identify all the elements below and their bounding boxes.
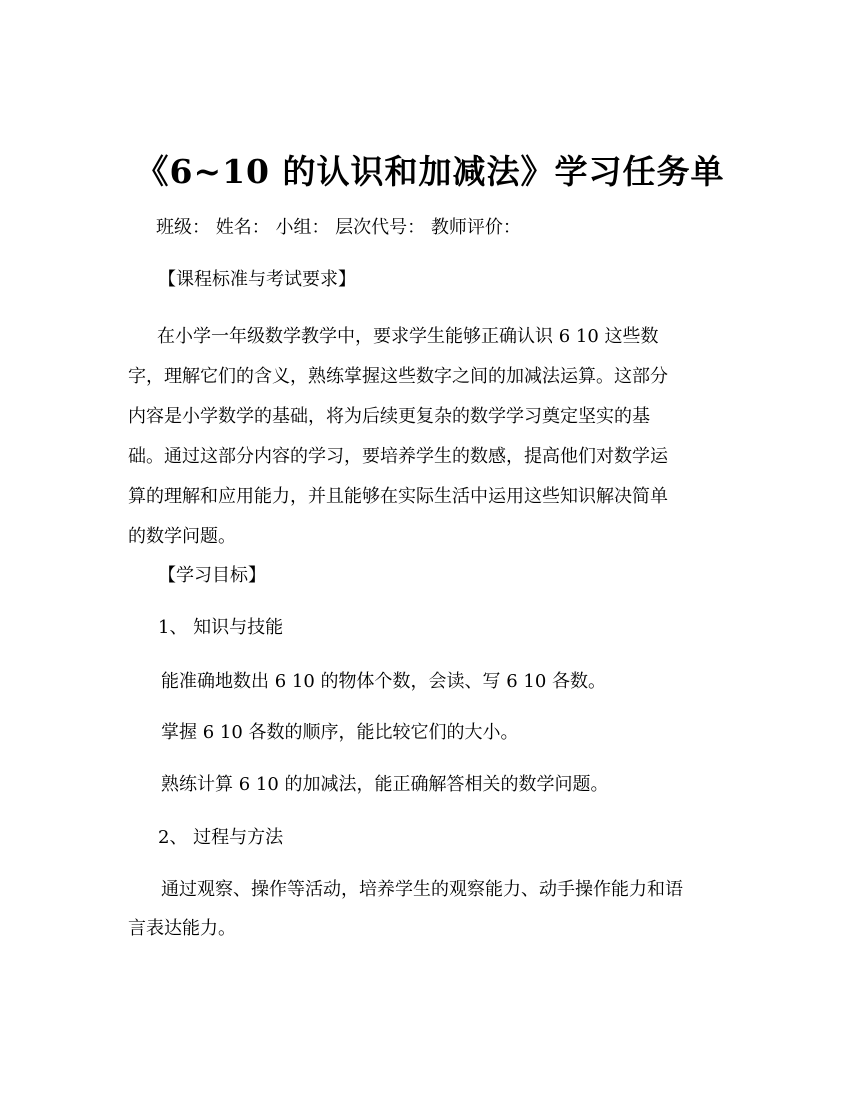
section-heading-standards: 【课程标准与考试要求】 xyxy=(158,269,356,290)
paragraph-line: 的数学问题。 xyxy=(128,526,236,547)
goal-heading-process: 2、 过程与方法 xyxy=(158,827,284,848)
student-info-line: 班级： 姓名： 小组： 层次代号： 教师评价： xyxy=(156,217,521,238)
goal-line: 言表达能力。 xyxy=(128,918,236,939)
goal-item: 熟练计算 6 10 的加减法，能正确解答相关的数学问题。 xyxy=(161,774,609,795)
document-title: 《6~10 的认识和加减法》学习任务单 xyxy=(135,152,725,191)
goal-line: 通过观察、操作等活动，培养学生的观察能力、动手操作能力和语 xyxy=(161,879,683,900)
paragraph-line: 内容是小学数学的基础，将为后续更复杂的数学学习奠定坚实的基 xyxy=(128,406,650,427)
paragraph-line: 算的理解和应用能力，并且能够在实际生活中运用这些知识解决简单 xyxy=(128,486,668,507)
section-heading-goals: 【学习目标】 xyxy=(158,565,266,586)
paragraph-line: 础。通过这部分内容的学习，要培养学生的数感，提高他们对数学运 xyxy=(128,446,668,467)
paragraph-line: 字，理解它们的含义，熟练掌握这些数字之间的加减法运算。这部分 xyxy=(128,366,668,387)
goal-item: 掌握 6 10 各数的顺序，能比较它们的大小。 xyxy=(161,722,519,743)
paragraph-line: 在小学一年级数学教学中，要求学生能够正确认识 6 10 这些数 xyxy=(157,326,659,347)
goal-heading-knowledge: 1、 知识与技能 xyxy=(158,617,284,638)
standards-paragraph xyxy=(128,317,728,557)
goal-item: 能准确地数出 6 10 的物体个数，会读、写 6 10 各数。 xyxy=(161,671,607,692)
